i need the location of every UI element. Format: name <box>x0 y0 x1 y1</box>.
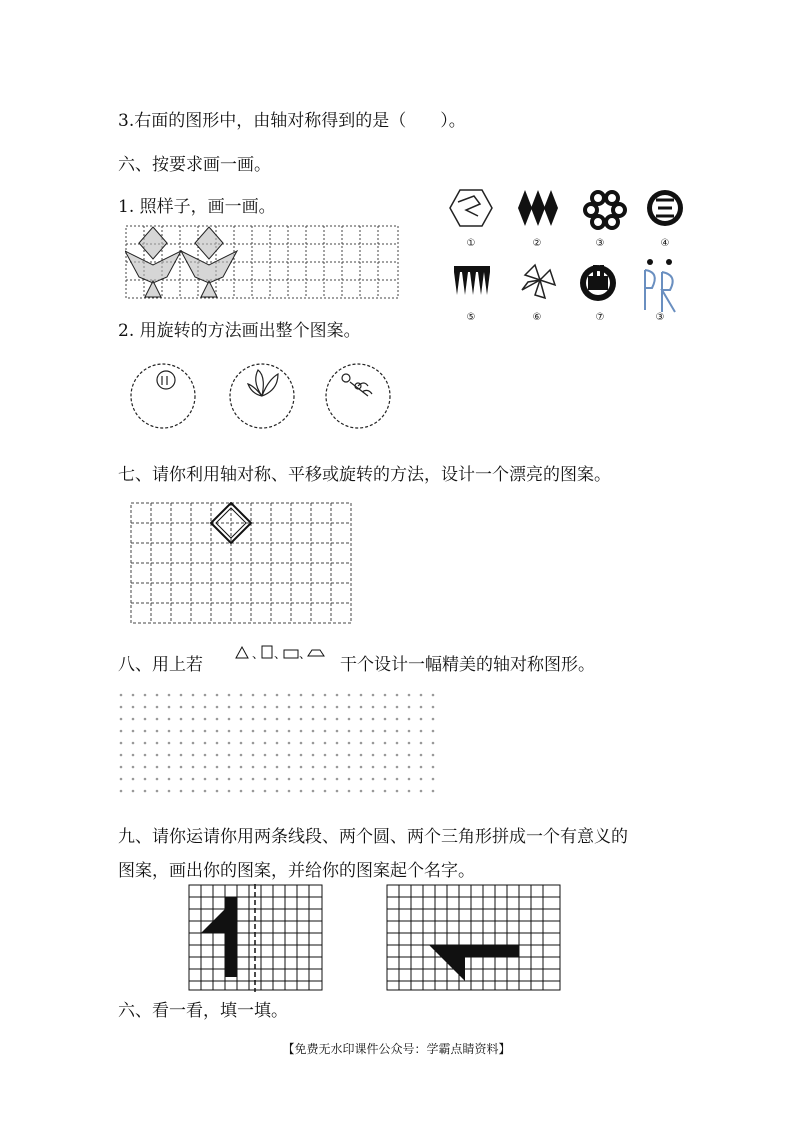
symbol-caption-6: ⑥ <box>532 312 542 323</box>
symbol-caption-4: ④ <box>660 238 670 249</box>
left-grid-figure <box>188 884 324 992</box>
shape-icons <box>228 642 328 662</box>
section9-line1: 九、请你运请你用两条线段、两个圆、两个三角形拼成一个有意义的 <box>118 827 628 847</box>
design-grid <box>130 502 354 626</box>
svg-text:、: 、 <box>274 647 287 661</box>
section6b-title: 六、看一看，填一填。 <box>118 1001 288 1021</box>
section6-title: 六、按要求画一画。 <box>118 155 271 175</box>
question-6-2: 2. 用旋转的方法画出整个图案。 <box>118 321 361 341</box>
symbol-caption-5: ⑤ <box>466 312 476 323</box>
symbol-5 <box>454 266 490 295</box>
question-6-1: 1. 照样子，画一画。 <box>118 197 276 217</box>
symbol-2 <box>518 190 558 226</box>
symbol-4 <box>647 190 683 226</box>
symbol-options <box>440 180 690 330</box>
right-grid-figure <box>386 884 562 992</box>
rotation-circles <box>128 362 408 432</box>
symbol-caption-3: ③ <box>595 238 605 249</box>
section8-prefix: 八、用上若 <box>118 655 203 675</box>
symbol-8 <box>645 270 675 312</box>
svg-text:、: 、 <box>252 647 265 661</box>
symbol-caption-8: ③ <box>655 312 665 323</box>
dot-grid <box>118 692 438 800</box>
svg-text:、: 、 <box>299 647 312 661</box>
symbol-3 <box>585 192 625 228</box>
footer: 【免费无水印课件公众号：学霸点睛资料】 <box>282 1042 511 1056</box>
symbol-caption-7: ⑦ <box>595 312 605 323</box>
symbol-7 <box>580 265 616 301</box>
question-axis-symmetry: 3.右面的图形中，由轴对称得到的是（ ）。 <box>118 111 466 131</box>
section8-suffix: 干个设计一幅精美的轴对称图形。 <box>340 655 595 675</box>
symbol-1 <box>450 190 492 226</box>
symbol-caption-1: ① <box>466 238 476 249</box>
symbol-6 <box>522 265 555 298</box>
pattern-grid-figure <box>125 225 400 300</box>
symbol-caption-2: ② <box>532 238 542 249</box>
section7-title: 七、请你利用轴对称、平移或旋转的方法，设计一个漂亮的图案。 <box>118 465 611 485</box>
section9-line2: 图案，画出你的图案，并给你的图案起个名字。 <box>118 861 475 881</box>
